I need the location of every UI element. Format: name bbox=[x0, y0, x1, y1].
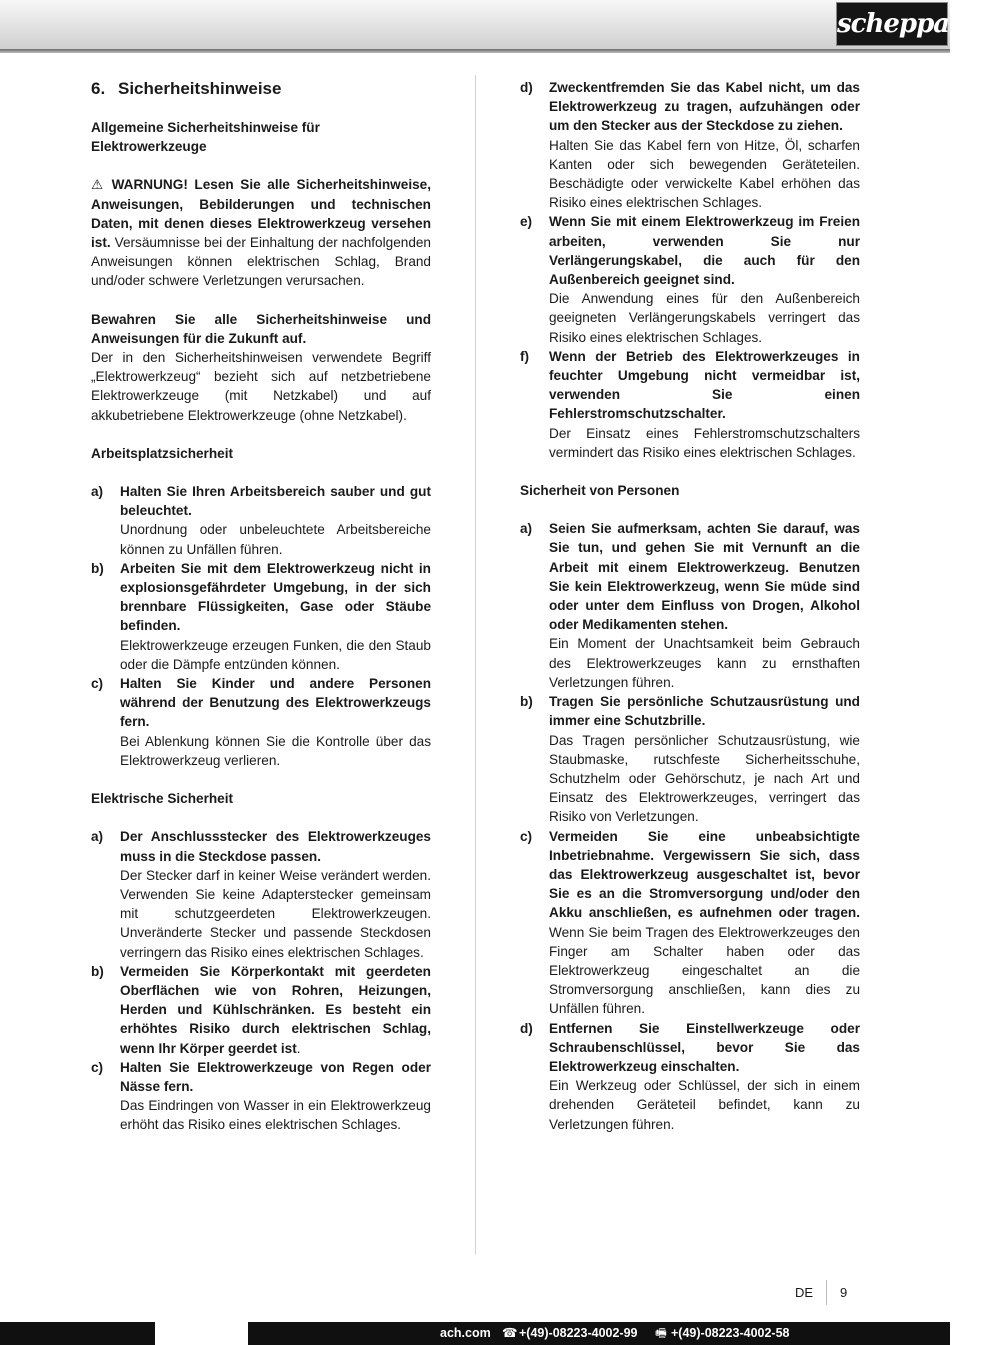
workplace-title: Arbeitsplatzsicherheit bbox=[91, 445, 234, 461]
item-text: Ein Moment der Unachtsamkeit beim Gebrauch des Elektrowerkzeuges kann zu ernsthaften Verletzungen führen. bbox=[549, 636, 860, 690]
persons-item-c bbox=[520, 827, 860, 1019]
item-bold: Halten Sie Elektrowerkzeuge von Regen oder Nässe fern. bbox=[120, 1059, 431, 1094]
workplace-item-a bbox=[91, 482, 431, 559]
item-label: d) bbox=[520, 80, 533, 95]
item-bold: Vermeiden Sie Körperkontakt mit geerdeten Oberflächen wie von Rohren, Heizungen, Herden und Kühlschränken. Es besteht ein erhöhtes Risiko durch elektrischen Schlag, wenn Ihr Körper geerdet ist bbox=[120, 963, 431, 1056]
scheppach-logo: scheppach bbox=[836, 2, 948, 46]
item-bold: Seien Sie aufmerksam, achten Sie darauf, was Sie tun, und gehen Sie mit Vernunft an die Arbeit mit einem Elektrowerkzeug. Benutzen Sie kein Elektrowerkzeug, wenn Sie müde sind oder unter dem Einfluss von Drogen, Alkohol oder Medikamenten stehen. bbox=[549, 521, 860, 633]
website-link[interactable]: ach.com bbox=[440, 1326, 491, 1340]
item-bold: Halten Sie Kinder und andere Personen während der Benutzung des Elektrowerkzeugs fern. bbox=[120, 676, 431, 730]
item-label: c) bbox=[91, 676, 104, 692]
item-bold: Vermeiden Sie eine unbeabsichtigte Inbetriebnahme. Vergewissern Sie sich, dass das Elektrowerkzeug ausgeschaltet ist, bevor Sie es an die Stromversorgung und/oder den Akku anschließen, es aufnehmen oder tragen. bbox=[549, 828, 860, 921]
item-label: b) bbox=[91, 560, 104, 576]
item-label: a) bbox=[520, 521, 533, 537]
footer-language: DE bbox=[795, 1285, 814, 1300]
item-text: Unordnung oder unbeleuchtete Arbeitsbereiche können zu Unfällen führen. bbox=[120, 522, 431, 557]
item-text: Die Anwendung eines für den Außenbereich geeigneten Verlängerungskabels verringert das Risiko eines elektrischen Schlages. bbox=[549, 291, 860, 345]
phone-icon: ☎ bbox=[502, 1326, 518, 1340]
electrical-item-f bbox=[520, 347, 860, 462]
phone-number: +(49)-08223-4002-99 bbox=[519, 1326, 638, 1340]
item-label: b) bbox=[520, 694, 533, 710]
page-number: 9 bbox=[840, 1285, 848, 1300]
column-divider bbox=[475, 75, 476, 1255]
item-text: Der Stecker darf in keiner Weise verändert werden. Verwenden Sie keine Adapterstecker gemeinsam mit schutzgeerdeten Elektrowerkzeugen. Unveränderte Stecker und passende Steckdosen verringern das Risiko eines elektrischen Schlages. bbox=[120, 867, 431, 960]
item-text: Elektrowerkzeuge erzeugen Funken, die den Staub oder die Dämpfe entzünden können. bbox=[120, 637, 431, 672]
item-label: d) bbox=[520, 1020, 533, 1036]
electrical-item-b bbox=[91, 962, 431, 1058]
general-subtitle: Allgemeine Sicherheitshinweise für Elektrowerkzeuge bbox=[91, 120, 320, 155]
item-label: c) bbox=[91, 1059, 104, 1075]
persons-title: Sicherheit von Personen bbox=[520, 483, 680, 499]
item-label: b) bbox=[91, 963, 104, 979]
item-text: Bei Ablenkung können Sie die Kontrolle über das Elektrowerkzeug verlieren. bbox=[120, 733, 431, 768]
warning-paragraph bbox=[91, 175, 431, 290]
fax-icon: 🖷 bbox=[655, 1326, 667, 1340]
left-column bbox=[91, 78, 431, 1135]
keep-text: Der in den Sicherheitshinweisen verwendete Begriff „Elektrowerkzeug“ bezieht sich auf netzbetriebene Elektrowerkzeuge (mit Netzkabel) und auf akkubetriebene Elektrowerkzeuge (ohne Netzkabel). bbox=[91, 350, 431, 423]
item-bold: Entfernen Sie Einstellwerkzeuge oder Schraubenschlüssel, bevor Sie das Elektrowerkzeug einschalten. bbox=[549, 1020, 860, 1074]
header-divider bbox=[0, 49, 950, 53]
persons-item-b bbox=[520, 692, 860, 826]
item-bold: Wenn der Betrieb des Elektrowerkzeuges in feuchter Umgebung nicht vermeidbar ist, verwenden Sie einen Fehlerstromschutzschalter. bbox=[549, 348, 860, 422]
item-label: e) bbox=[520, 214, 533, 230]
item-bold: Wenn Sie mit einem Elektrowerkzeug im Freien arbeiten, verwenden Sie nur Verlängerungskabel, die auch für den Außenbereich geeignet sind. bbox=[549, 214, 860, 288]
workplace-item-c bbox=[91, 674, 431, 770]
contact-bar-gap bbox=[155, 1322, 248, 1345]
fax-number: +(49)-08223-4002-58 bbox=[671, 1326, 790, 1340]
right-column bbox=[520, 78, 860, 1134]
item-bold: Halten Sie Ihren Arbeitsbereich sauber und gut beleuchtet. bbox=[120, 484, 431, 519]
item-bold: Arbeiten Sie mit dem Elektrowerkzeug nicht in explosionsgefährdeter Umgebung, in der sich brennbare Flüssigkeiten, Gase oder Stäube befinden. bbox=[120, 560, 431, 634]
section-title bbox=[91, 78, 431, 100]
warning-text: Versäumnisse bei der Einhaltung der nachfolgenden Anweisungen können elektrischen Schlag, Brand und/oder schwere Verletzungen verursachen. bbox=[91, 235, 431, 289]
electrical-item-e bbox=[520, 212, 860, 346]
item-bold: Zweckentfremden Sie das Kabel nicht, um das Elektrowerkzeug zu tragen, aufzuhängen oder um den Stecker aus der Steckdose zu ziehen. bbox=[549, 80, 860, 134]
item-bold: Tragen Sie persönliche Schutzausrüstung und immer eine Schutzbrille. bbox=[549, 694, 860, 729]
persons-item-d bbox=[520, 1019, 860, 1134]
item-label: a) bbox=[91, 484, 104, 500]
electrical-item-a bbox=[91, 827, 431, 961]
item-label: f) bbox=[520, 348, 530, 364]
workplace-item-b bbox=[91, 559, 431, 674]
item-text: Ein Werkzeug oder Schlüssel, der sich in einem drehenden Geräteteil befindet, kann zu Verletzungen führen. bbox=[549, 1078, 860, 1132]
item-text: Der Einsatz eines Fehlerstromschutzschalters vermindert das Risiko eines elektrischen Schlages. bbox=[549, 425, 860, 460]
electrical-title: Elektrische Sicherheit bbox=[91, 791, 234, 807]
keep-bold: Bewahren Sie alle Sicherheitshinweise und Anweisungen für die Zukunft auf. bbox=[91, 311, 431, 346]
header-band bbox=[0, 0, 950, 50]
section-heading: Sicherheitshinweise bbox=[118, 79, 282, 98]
electrical-item-d bbox=[520, 78, 860, 212]
warning-bold: WARNUNG! Lesen Sie alle Sicherheitshinweise, Anweisungen, Bebilderungen und technischen Daten, mit denen dieses Elektrowerkzeug versehen ist. bbox=[91, 177, 431, 251]
persons-item-a bbox=[520, 519, 860, 692]
item-label: a) bbox=[91, 829, 104, 845]
warning-icon: ⚠ bbox=[91, 177, 104, 193]
item-text: Wenn Sie beim Tragen des Elektrowerkzeuges den Finger am Schalter haben oder das Elektrowerkzeug eingeschaltet an die Stromversorgung anschließen, kann dies zu Unfällen führen. bbox=[549, 924, 860, 1017]
electrical-item-c bbox=[91, 1058, 431, 1135]
item-label: c) bbox=[520, 828, 533, 844]
item-bold: Der Anschlussstecker des Elektrowerkzeuges muss in die Steckdose passen. bbox=[120, 829, 431, 864]
item-text: Halten Sie das Kabel fern von Hitze, Öl, scharfen Kanten oder sich bewegenden Geräteteilen. Beschädigte oder verwickelte Kabel erhöhen das Risiko eines elektrischen Schlages. bbox=[549, 137, 860, 211]
item-body bbox=[120, 962, 431, 1058]
section-number: 6. bbox=[91, 79, 106, 98]
item-text: Das Tragen persönlicher Schutzausrüstung, wie Staubmaske, rutschfeste Sicherheitsschuhe, Schutzhelm oder Gehörschutz, je nach Art und Einsatz des Elektrowerkzeuges, verringert das Risiko von Verletzungen. bbox=[549, 732, 860, 825]
keep-paragraph bbox=[91, 310, 431, 425]
item-text: . bbox=[296, 1040, 301, 1056]
item-body bbox=[549, 827, 860, 1019]
item-text: Das Eindringen von Wasser in ein Elektrowerkzeug erhöht das Risiko eines elektrischen Schlages. bbox=[120, 1098, 431, 1133]
footer-separator bbox=[826, 1280, 827, 1305]
